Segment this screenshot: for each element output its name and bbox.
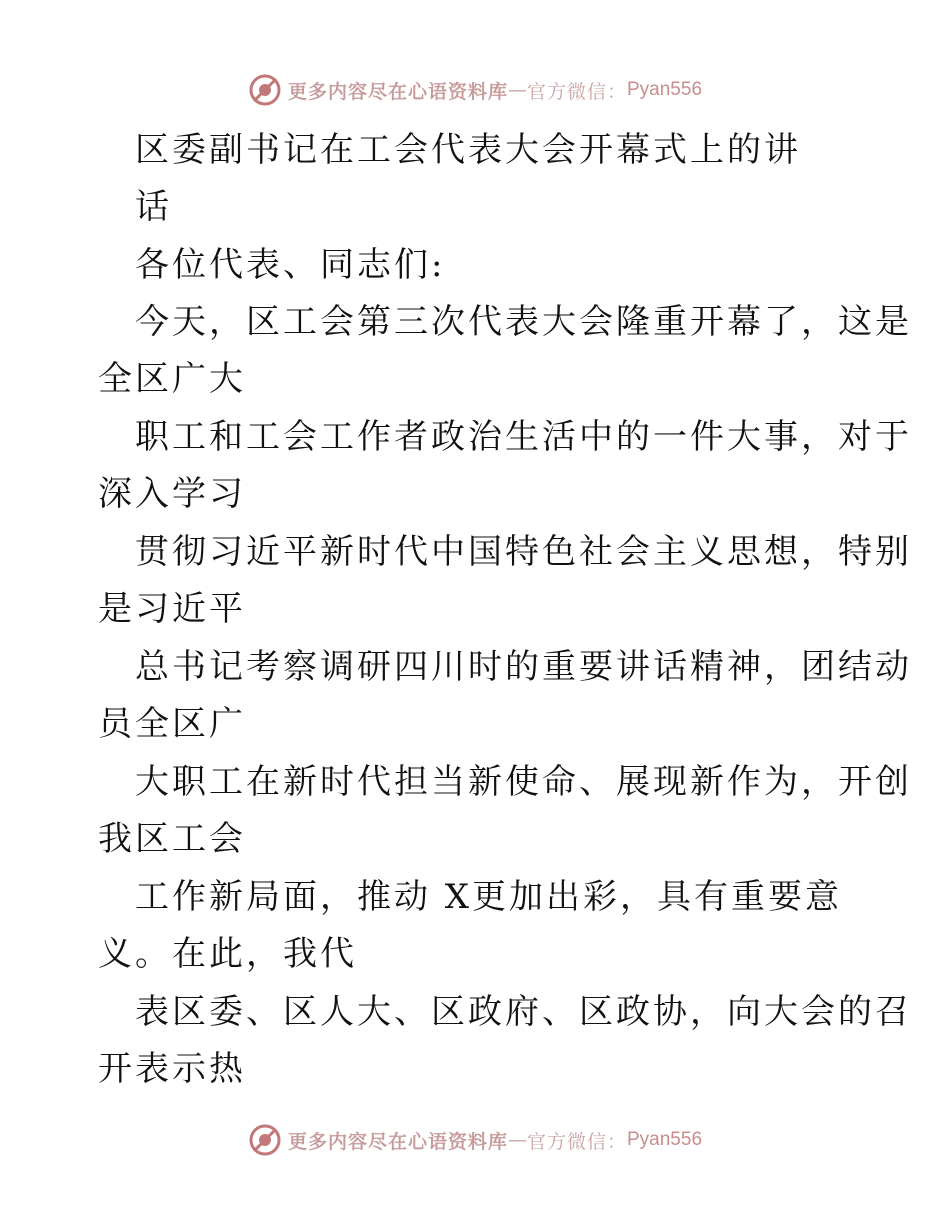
watermark-banner-bottom (0, 1122, 950, 1158)
watermark-wechat-id: Pyan556 (627, 1129, 703, 1150)
watermark-wechat-label: 官方微信： (526, 1130, 627, 1153)
watermark-wechat-id: Pyan556 (627, 79, 703, 100)
document-title-line-2: 话 (135, 187, 172, 227)
paragraph-line: 全区广大 (98, 359, 246, 399)
paragraph-line: 贯彻习近平新时代中国特色社会主义思想，特别 (135, 532, 912, 572)
paragraph-line: 开表示热 (98, 1049, 246, 1089)
watermark-main-text: 更多内容尽在心语资料库 (287, 80, 508, 103)
logo-icon (248, 1123, 282, 1157)
paragraph-line: 表区委、区人大、区政府、区政协，向大会的召 (135, 992, 912, 1032)
document-title-line-1: 区委副书记在工会代表大会开幕式上的讲 (135, 130, 801, 170)
paragraph-line: 义。在此，我代 (98, 934, 357, 974)
logo-icon (248, 73, 282, 107)
salutation: 各位代表、同志们: (135, 245, 446, 285)
watermark-separator: — (507, 79, 527, 101)
watermark-wechat-label: 官方微信： (526, 80, 627, 103)
paragraph-line: 职工和工会工作者政治生活中的一件大事，对于 (135, 417, 912, 457)
paragraph-line: 是习近平 (98, 589, 246, 629)
watermark-main-text: 更多内容尽在心语资料库 (287, 1130, 508, 1153)
paragraph-line: 工作新局面，推动 X更加出彩，具有重要意 (135, 877, 843, 917)
paragraph-line: 员全区广 (98, 704, 246, 744)
paragraph-line: 我区工会 (98, 819, 246, 859)
paragraph-line: 总书记考察调研四川时的重要讲话精神，团结动 (135, 647, 912, 687)
watermark-separator: — (507, 1129, 527, 1151)
paragraph-line: 今天，区工会第三次代表大会隆重开幕了，这是 (135, 302, 912, 342)
watermark-banner-top (0, 72, 950, 108)
paragraph-line: 深入学习 (98, 474, 246, 514)
paragraph-line: 大职工在新时代担当新使命、展现新作为，开创 (135, 762, 912, 802)
